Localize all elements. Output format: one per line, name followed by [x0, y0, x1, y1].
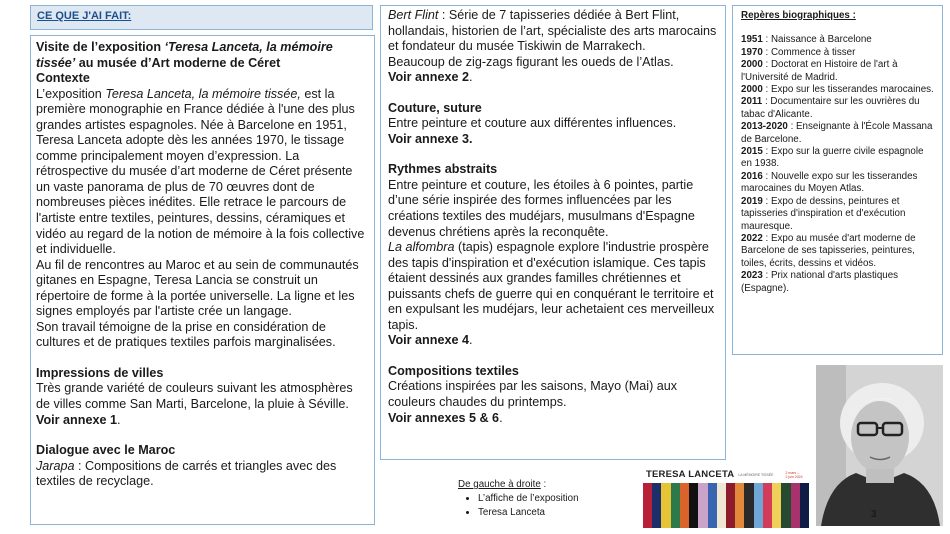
- annexe-4-link: Voir annexe 4.: [388, 333, 473, 348]
- section-title: CE QUE J'AI FAIT:: [37, 10, 132, 22]
- biography-year: 2000: [741, 84, 763, 96]
- poster-stripe: [726, 483, 735, 528]
- biography-year: 2013-2020: [741, 121, 788, 133]
- poster-stripe: [717, 483, 726, 528]
- biography-text: : Documentaire sur les ouvrières du tabac d'Alicante.: [741, 96, 920, 120]
- jarapa-text: Jarapa : Compositions de carrés et triangles avec des textiles de recyclage.: [36, 458, 337, 489]
- poster-stripe: [661, 483, 670, 528]
- portrait-illustration: [816, 365, 943, 526]
- morocco-paragraph: Au fil de rencontres au Maroc et au sein de communautés gitanes en Espagne, Teresa Lancia se construit un répertoire de forme à la portée universelle. La ligne et les signes employés par l'artiste crée un langage.: [36, 257, 359, 319]
- biography-year: 2016: [741, 170, 763, 182]
- biography-year: 1970: [741, 46, 763, 58]
- biography-list: [741, 34, 934, 295]
- biography-entry: [741, 196, 934, 233]
- biography-box: [732, 5, 943, 355]
- impressions-text: Très grande variété de couleurs suivant les atmosphères de villes comme San Marti, Barcelone, la pluie à Séville.: [36, 381, 353, 412]
- caption-title: De gauche à droite: [458, 479, 541, 490]
- biography-text: : Naissance à Barcelone: [762, 34, 872, 46]
- biography-title: Repères biographiques :: [741, 10, 856, 21]
- biography-entry: [741, 233, 934, 270]
- biography-entry: [741, 270, 934, 295]
- bert-flint-text: Bert Flint : Série de 7 tapisseries dédiée à Bert Flint, hollandais, historien de l’art, spécialiste des arts marocains et fondateur du musée Tiskiwin de Marrakech.: [388, 8, 717, 54]
- rythmes-heading: Rythmes abstraits: [388, 162, 498, 177]
- biography-entry: [741, 34, 934, 46]
- poster-stripe: [781, 483, 790, 528]
- section-title-box: [30, 5, 373, 30]
- context-heading: Contexte: [36, 71, 90, 86]
- biography-entry: [741, 146, 934, 171]
- poster-stripe: [744, 483, 753, 528]
- impressions-heading: Impressions de villes: [36, 365, 164, 380]
- couture-heading: Couture, suture: [388, 100, 482, 115]
- image-caption: De gauche à droite : • L’affiche de l’exposition • Teresa Lanceta: [458, 478, 579, 520]
- caption-list: [458, 492, 579, 520]
- annexe-2-link: Voir annexe 2.: [388, 70, 473, 85]
- poster-title: TERESA LANCETA: [646, 469, 735, 480]
- biography-text: : Expo sur la guerre civile espagnole en 1938.: [741, 146, 924, 170]
- annexe-3-link: Voir annexe 3.: [388, 131, 473, 146]
- poster-stripe: [735, 483, 744, 528]
- caption-item-poster: • L’affiche de l’exposition: [478, 492, 579, 506]
- alfombra-text: La alfombra (tapis) espagnole explore l'industrie prospère des tapis d'inspiration et d'exécution islamique. Ces tapis étaient dessinés aux grandes familles chrétiennes et puissants chefs de guerre qui en conquérant le territoire et en expulsant les mudéjars, leur achetaient ces merveilleux tapis.: [388, 240, 715, 332]
- biography-year: 2000: [741, 59, 763, 71]
- biography-text: : Expo de dessins, peintures et tapisseries d'inspiration et d'exécution mauresque.: [741, 195, 906, 232]
- compositions-text: Créations inspirées par les saisons, Mayo (Mai) aux couleurs chaudes du printemps.: [388, 379, 678, 410]
- exhibition-visit-column: [30, 35, 375, 525]
- artist-portrait: [816, 365, 943, 526]
- poster-stripe: [791, 483, 800, 528]
- biography-text: : Prix national d'arts plastiques (Espagne).: [741, 270, 899, 294]
- poster-stripe: [708, 483, 717, 528]
- caption-item-artist: • Teresa Lanceta: [478, 506, 579, 520]
- visit-heading: Visite de l’exposition ‘Teresa Lanceta, la mémoire tissée’ au musée d’Art moderne de Céret: [36, 40, 333, 70]
- couture-text: Entre peinture et couture aux différentes influences.: [388, 116, 677, 131]
- dialogue-heading: Dialogue avec le Maroc: [36, 443, 176, 458]
- poster-stripe: [800, 483, 809, 528]
- poster-stripe: [680, 483, 689, 528]
- page-number: 3: [871, 509, 877, 520]
- poster-stripe: [671, 483, 680, 528]
- zigzag-text: Beaucoup de zig-zags figurant les oueds de l’Atlas.: [388, 54, 674, 69]
- marginal-cultures-paragraph: Son travail témoigne de la prise en considération de cultures et de pratiques textiles parfois marginalisées.: [36, 319, 336, 350]
- poster-stripe: [689, 483, 698, 528]
- biography-entry: [741, 84, 934, 96]
- biography-text: : Expo sur les tisserandes marocaines.: [762, 84, 934, 96]
- rythmes-text: Entre peinture et couture, les étoiles à 6 pointes, partie d’une série inspirée des formes influencées par les créations textiles des mudéjars, musulmans d'Espagne devenus chrétiens après la reconquête.: [388, 177, 695, 239]
- annexe-1-link: Voir annexe 1.: [36, 412, 121, 427]
- poster-stripe: [652, 483, 661, 528]
- biography-entry: [741, 121, 934, 146]
- biography-year: 2023: [741, 270, 763, 282]
- biography-text: : Enseignante à l'École Massana de Barcelone.: [741, 121, 933, 145]
- works-column: [380, 5, 726, 460]
- poster-dates: 2 mars – 2 juin 2024: [785, 470, 803, 479]
- biography-year: 2015: [741, 146, 763, 158]
- biography-text: : Commence à tisser: [762, 46, 856, 58]
- poster-woven-stripes: [643, 483, 809, 528]
- biography-entry: [741, 59, 934, 84]
- biography-year: 1951: [741, 34, 763, 46]
- biography-text: : Expo au musée d'art moderne de Barcelone de ses tapisseries, peintures, toiles, écrits, dessins et vidéos.: [741, 232, 916, 269]
- biography-entry: [741, 96, 934, 121]
- biography-text: : Doctorat en Histoire de l'art à l'Université de Madrid.: [741, 59, 898, 83]
- annexe-5-6-link: Voir annexes 5 & 6.: [388, 410, 503, 425]
- biography-year: 2022: [741, 232, 763, 244]
- exhibition-poster: [643, 468, 809, 528]
- context-paragraph: L’exposition Teresa Lanceta, la mémoire tissée, est la première monographie en France dédiée à l'une des plus grandes artistes espagnoles. Née à Barcelone en 1951, Teresa Lanceta adopte dès les années 1970, le tissage comme principalement moyen d’expression. La rétrospective du musée d’art moderne de Céret présente un vaste panorama de plus de 70 œuvres dont de nombreuses pièces inédites. Elle retrace le parcours de l'artiste entre textiles, peintures, dessins, céramiques et vidéo au regard de la notion de mémoire à la fois collective et individuelle.: [36, 86, 365, 257]
- poster-subtitle: LA MÉMOIRE TISSÉE: [738, 472, 774, 477]
- poster-stripe: [698, 483, 707, 528]
- poster-stripe: [754, 483, 763, 528]
- biography-entry: [741, 47, 934, 59]
- poster-stripe: [763, 483, 772, 528]
- poster-stripe: [772, 483, 781, 528]
- biography-entry: [741, 171, 934, 196]
- biography-text: : Nouvelle expo sur les tisserandes marocaines du Moyen Atlas.: [741, 170, 918, 195]
- compositions-heading: Compositions textiles: [388, 363, 519, 378]
- biography-year: 2011: [741, 96, 763, 108]
- biography-year: 2019: [741, 195, 763, 207]
- poster-stripe: [643, 483, 652, 528]
